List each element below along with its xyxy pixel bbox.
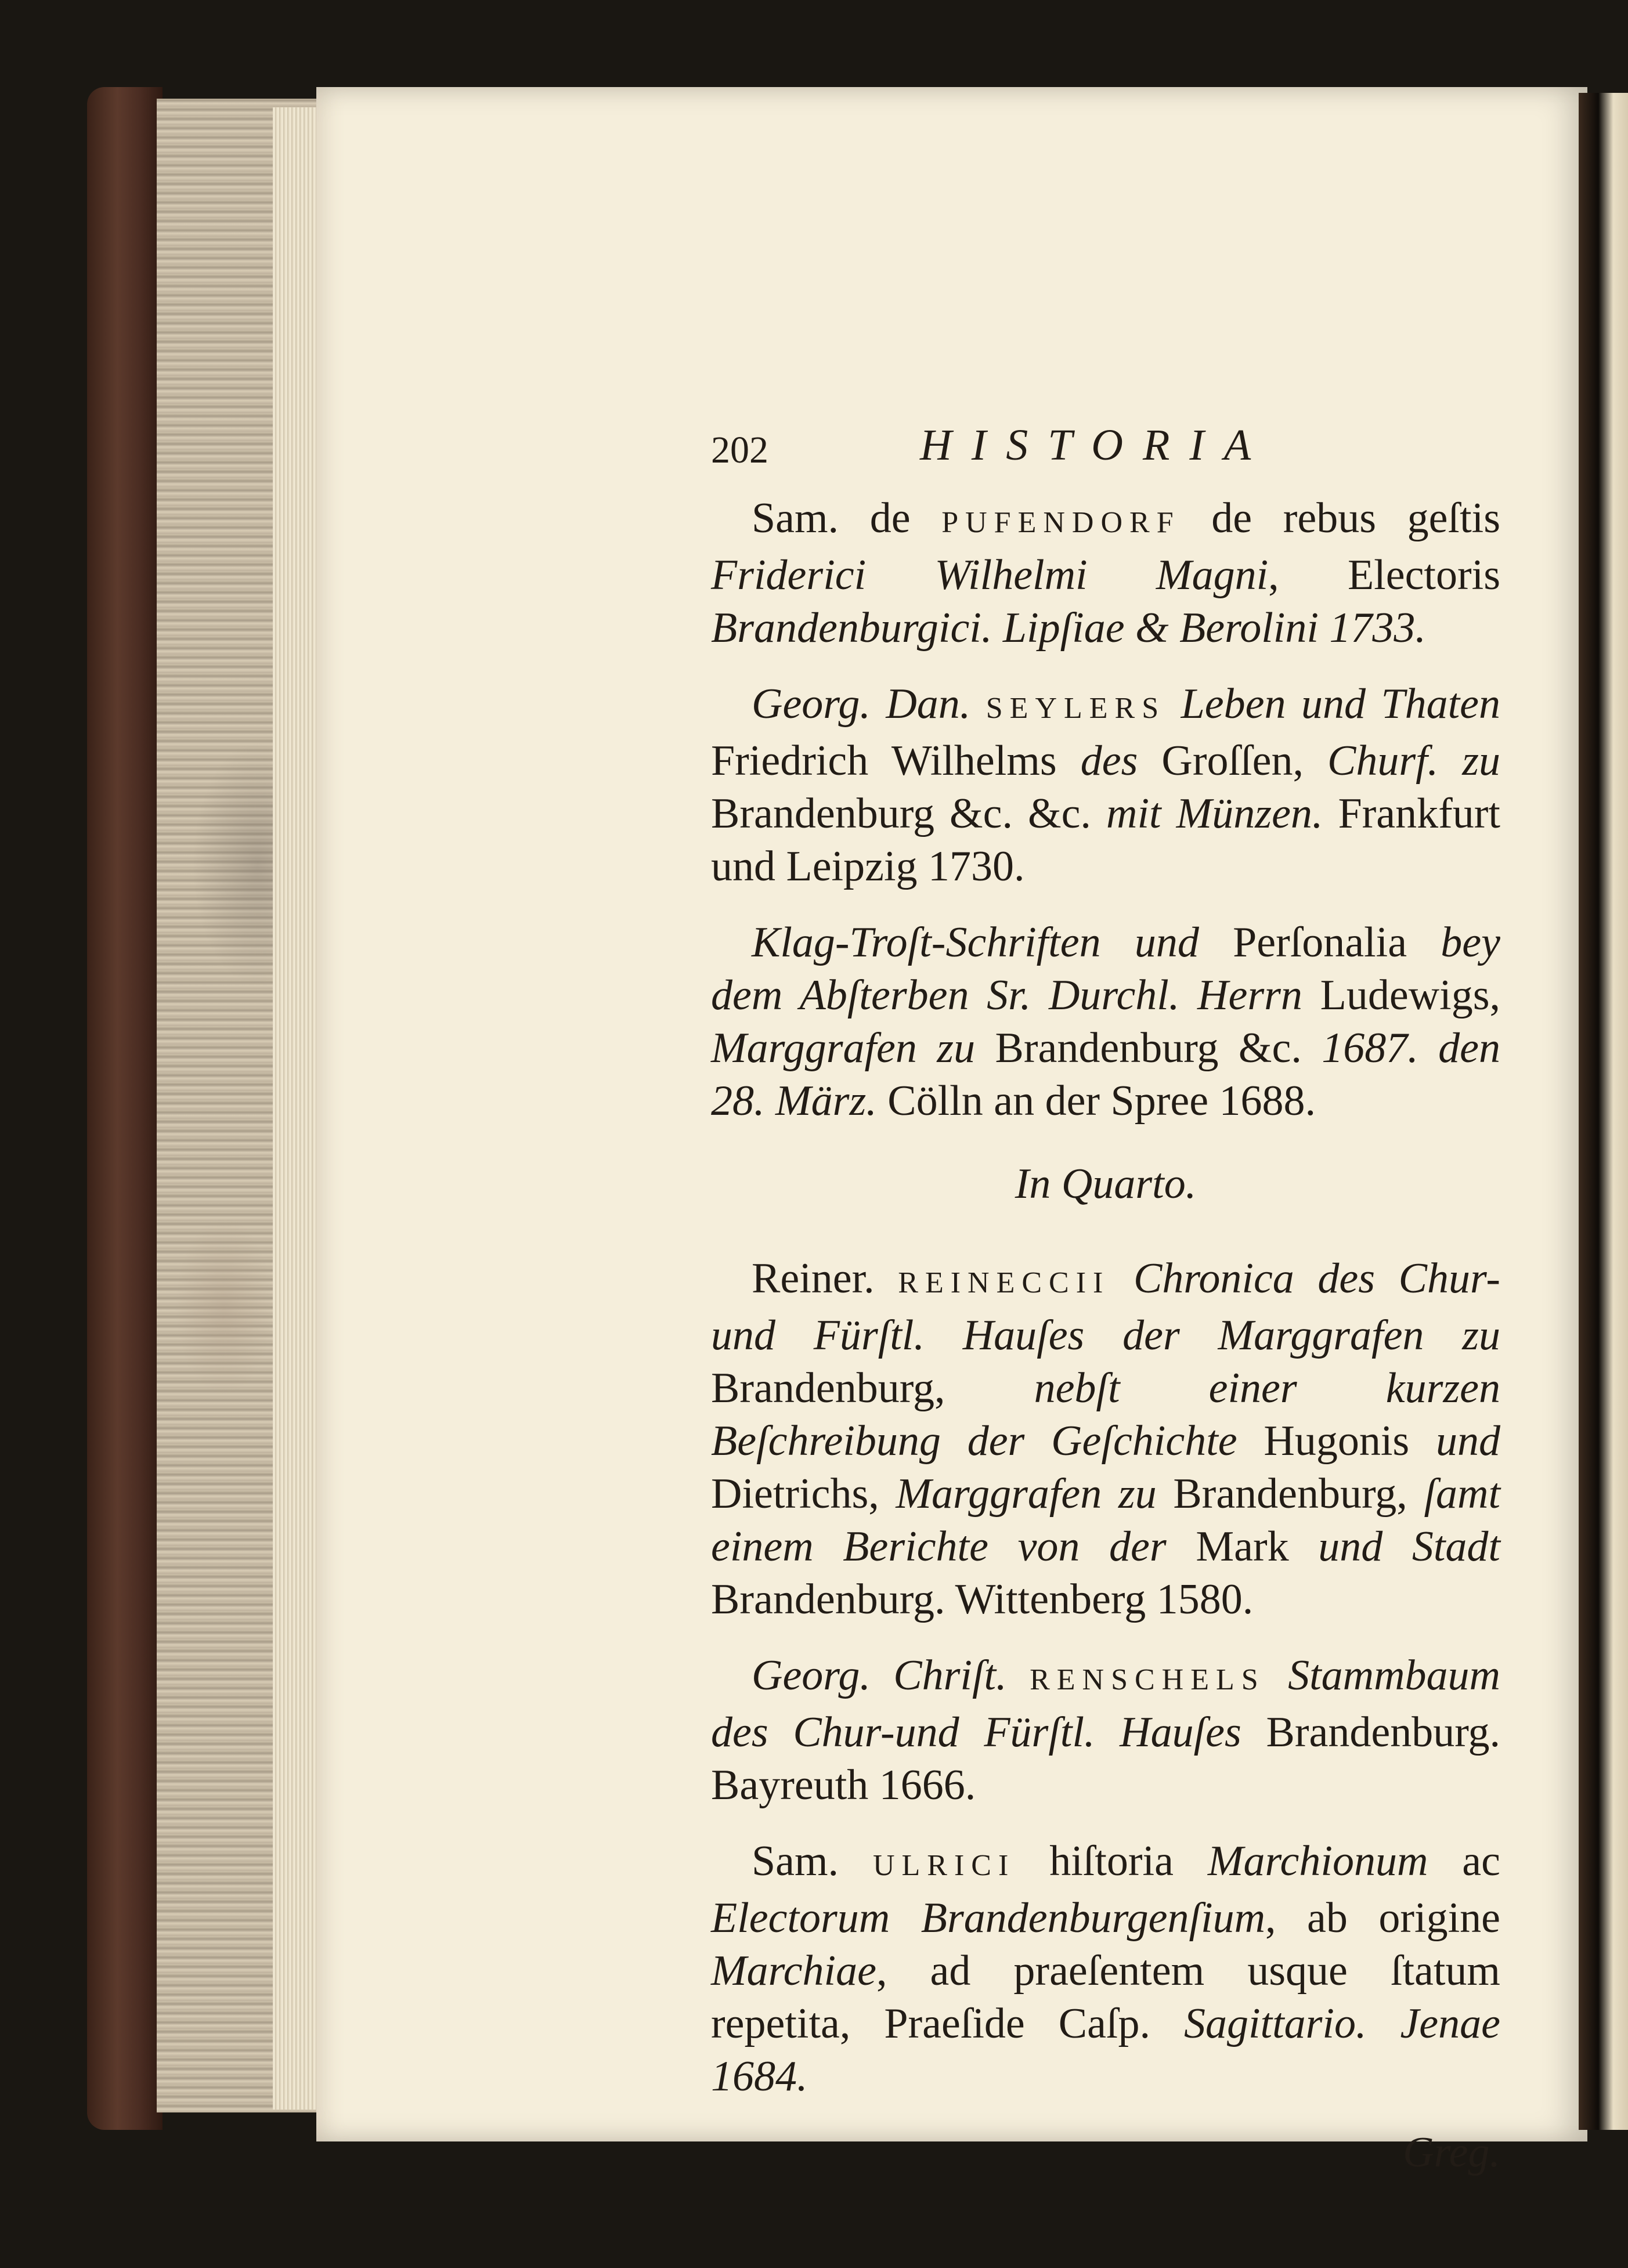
section-heading: In Quarto. bbox=[1015, 1160, 1197, 1208]
author-name: RENSCHELS bbox=[1030, 1663, 1265, 1696]
entry-text: nebſt einer kurzen Beſchreibung der Geſchichte bbox=[711, 1364, 1501, 1465]
entry-text: Frankfurt und Leipzig 1730. bbox=[711, 790, 1500, 890]
bibliography-entry bbox=[711, 916, 1500, 1128]
catchword: Greg. bbox=[1403, 2129, 1500, 2176]
entry-text: Brandenburg &c. bbox=[995, 1024, 1322, 1072]
bibliography-entry bbox=[711, 1252, 1500, 1626]
entry-text: Friderici Wilhelmi Magni bbox=[711, 551, 1269, 599]
entry-text: Ludewigs, bbox=[1320, 972, 1500, 1019]
entry-text: Georg. Dan. bbox=[752, 680, 986, 728]
bibliography-entries-octavo bbox=[711, 492, 1500, 1128]
entry-text: Electorum Brandenburgenſium bbox=[711, 1894, 1266, 1942]
entry-text: Chronica des Chur-und Fürſtl. Hauſes der Marggrafen zu bbox=[711, 1255, 1500, 1359]
entry-text: Brandenburg, bbox=[711, 1364, 1034, 1412]
author-name: SEYLERS bbox=[986, 692, 1166, 725]
entry-text: des bbox=[1080, 737, 1162, 785]
entry-text: Mark bbox=[1196, 1523, 1319, 1570]
entry-text: Leben und Thaten bbox=[1165, 680, 1501, 728]
entry-text: ſamt einem Berichte von der bbox=[711, 1470, 1500, 1570]
entry-text: de rebus geſtis bbox=[1180, 494, 1501, 542]
entry-text: mit Münzen. bbox=[1106, 790, 1338, 837]
entry-text: Marggrafen zu bbox=[896, 1470, 1174, 1518]
entry-text: Brandenburg. Wittenberg 1580. bbox=[711, 1576, 1254, 1623]
entry-text: Marggrafen zu bbox=[711, 1024, 995, 1072]
page-number: 202 bbox=[711, 429, 768, 471]
entry-text: Brandenburg. Bayreuth 1666. bbox=[711, 1709, 1500, 1809]
entry-text: Marchiae bbox=[711, 1947, 876, 1995]
entry-text: und bbox=[1436, 1417, 1500, 1465]
entry-text: , ab origine bbox=[1265, 1894, 1500, 1942]
entry-text: Dietrichs, bbox=[711, 1470, 896, 1518]
entry-text: Marchionum bbox=[1207, 1837, 1463, 1885]
entry-text: ac bbox=[1462, 1837, 1500, 1885]
bibliography-entry bbox=[711, 492, 1500, 655]
page-text bbox=[711, 421, 1501, 2179]
entry-text: hiſtoria bbox=[1015, 1837, 1208, 1885]
entry-text: Stammbaum des Chur-und Fürſtl. Hauſes bbox=[711, 1652, 1500, 1756]
bibliography-entry bbox=[711, 678, 1500, 893]
entry-text: Georg. Chriſt. bbox=[752, 1652, 1030, 1699]
page-header bbox=[711, 421, 1500, 482]
entry-text: Perſonalia bbox=[1233, 919, 1441, 966]
bibliography-entries-quarto bbox=[711, 1252, 1500, 2103]
entry-text: Groſſen, bbox=[1161, 737, 1327, 785]
entry-text: Sam. bbox=[752, 1837, 873, 1885]
entry-text: Hugonis bbox=[1264, 1417, 1436, 1465]
book-cover-edge bbox=[87, 87, 163, 2130]
entry-text: bey dem Abſterben Sr. Durchl. Herrn bbox=[711, 919, 1500, 1019]
entry-text: Brandenburg &c. &c. bbox=[711, 790, 1107, 837]
author-name: REINECCII bbox=[898, 1266, 1110, 1299]
entry-text: 1687. den 28. März. bbox=[711, 1024, 1500, 1125]
bibliography-entry bbox=[711, 1649, 1500, 1812]
entry-text: Reiner. bbox=[752, 1255, 898, 1302]
entry-text: Sam. de bbox=[752, 494, 942, 542]
entry-text: , Electoris bbox=[1268, 551, 1500, 599]
entry-text: Churf. zu bbox=[1327, 737, 1501, 785]
running-title: HISTORIA bbox=[920, 421, 1271, 470]
author-name: PUFENDORF bbox=[941, 506, 1181, 539]
entry-text: , ad praeſentem usque ſtatum repetita, Praeſide Caſp. bbox=[711, 1947, 1500, 2047]
entry-text: Sagittario. Jenae 1684. bbox=[711, 2000, 1500, 2100]
entry-text: und Stadt bbox=[1318, 1523, 1500, 1570]
author-name: ULRICI bbox=[872, 1849, 1016, 1882]
entry-text: Friedrich Wilhelms bbox=[711, 737, 1081, 785]
entry-text: Brandenburg, bbox=[1173, 1470, 1424, 1518]
entry-text: Brandenburgici. Lipſiae & Berolini 1733. bbox=[711, 604, 1426, 652]
bibliography-entry bbox=[711, 1835, 1500, 2103]
book-gutter bbox=[1579, 93, 1628, 2130]
entry-text: Cölln an der Spree 1688. bbox=[887, 1077, 1316, 1125]
entry-text: Klag-Troſt-Schriften und bbox=[752, 919, 1233, 966]
